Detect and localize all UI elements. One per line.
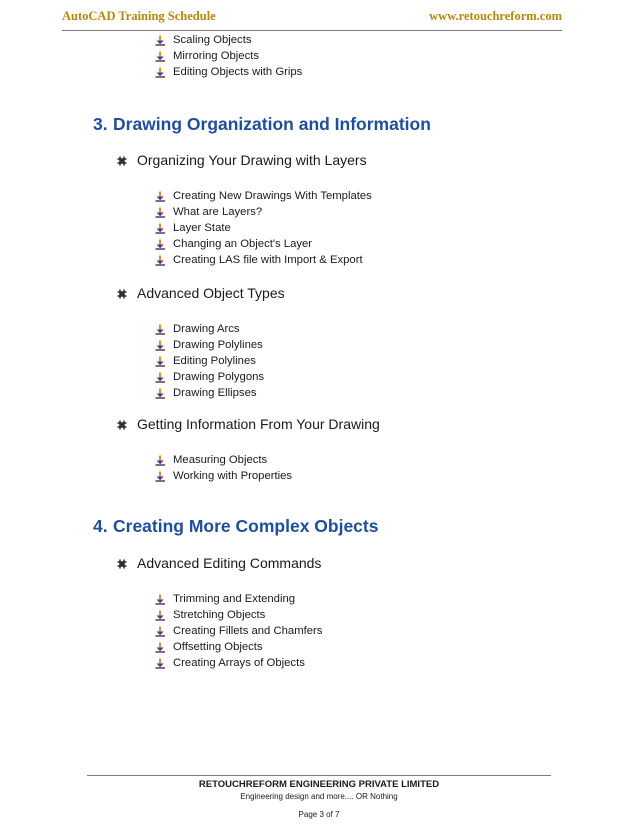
list-item-label: Stretching Objects [173, 609, 266, 621]
arrow-bullet-icon [155, 191, 166, 202]
topic-title: Advanced Editing Commands [137, 555, 322, 571]
list-item-label: Drawing Polylines [173, 339, 263, 351]
arrow-bullet-icon [155, 51, 166, 62]
list-item [155, 32, 302, 48]
list-item [155, 468, 292, 484]
footer-company: RETOUCHREFORM ENGINEERING PRIVATE LIMITED [198, 779, 440, 790]
arrow-bullet-icon [155, 455, 166, 466]
section-heading [93, 516, 378, 537]
list-item-label: Editing Objects with Grips [173, 66, 303, 78]
hash-cross-icon [117, 156, 127, 166]
list-item-label: Offsetting Objects [173, 641, 263, 653]
list-item [155, 236, 372, 252]
section-heading [93, 114, 431, 135]
list-item-label: Creating Fillets and Chamfers [173, 625, 323, 637]
list-item-label: Editing Polylines [173, 355, 256, 367]
footer-divider [87, 775, 551, 776]
arrow-bullet-icon [155, 356, 166, 367]
list-item [155, 655, 322, 671]
list-item-label: What are Layers? [173, 206, 263, 218]
arrow-bullet-icon [155, 207, 166, 218]
website-link[interactable]: www.retouchreform.com [429, 9, 562, 23]
sub-item-list [155, 591, 322, 671]
arrow-bullet-icon [155, 471, 166, 482]
hash-cross-icon [117, 289, 127, 299]
list-item-label: Drawing Ellipses [173, 387, 257, 399]
arrow-bullet-icon [155, 324, 166, 335]
topic-title: Advanced Object Types [137, 285, 285, 301]
list-item [155, 64, 302, 80]
list-item-label: Creating Arrays of Objects [173, 657, 305, 669]
arrow-bullet-icon [155, 658, 166, 669]
hash-cross-icon [117, 420, 127, 430]
page-number: Page 3 of 7 [298, 810, 340, 819]
arrow-bullet-icon [155, 594, 166, 605]
list-item [155, 204, 372, 220]
hash-cross-icon [117, 559, 127, 569]
list-item [155, 252, 372, 268]
list-item-label: Drawing Arcs [173, 323, 240, 335]
list-item [155, 607, 322, 623]
list-item-label: Drawing Polygons [173, 371, 265, 383]
list-item [155, 369, 264, 385]
list-item [155, 321, 264, 337]
list-item-label: Changing an Object's Layer [173, 238, 313, 250]
arrow-bullet-icon [155, 626, 166, 637]
list-item-label: Layer State [173, 222, 231, 234]
topic-title: Organizing Your Drawing with Layers [137, 152, 367, 168]
sub-item-list [155, 452, 292, 484]
list-item-label: Measuring Objects [173, 454, 268, 466]
arrow-bullet-icon [155, 35, 166, 46]
sub-item-list [155, 188, 372, 268]
arrow-bullet-icon [155, 223, 166, 234]
document-title: AutoCAD Training Schedule [62, 9, 216, 23]
section-title: Drawing Organization and Information [113, 114, 431, 134]
list-item-label: Working with Properties [173, 470, 293, 482]
arrow-bullet-icon [155, 239, 166, 250]
section-title: Creating More Complex Objects [113, 516, 379, 536]
list-item-label: Mirroring Objects [173, 50, 260, 62]
section-number: 4. [93, 516, 108, 536]
arrow-bullet-icon [155, 610, 166, 621]
list-item-label: Creating LAS file with Import & Export [173, 254, 363, 266]
section-number: 3. [93, 114, 108, 134]
list-item [155, 639, 322, 655]
list-item-label: Creating New Drawings With Templates [173, 190, 372, 202]
arrow-bullet-icon [155, 255, 166, 266]
arrow-bullet-icon [155, 372, 166, 383]
arrow-bullet-icon [155, 340, 166, 351]
list-item [155, 353, 264, 369]
list-item-label: Trimming and Extending [173, 593, 296, 605]
arrow-bullet-icon [155, 388, 166, 399]
list-item [155, 385, 264, 401]
arrow-bullet-icon [155, 642, 166, 653]
arrow-bullet-icon [155, 67, 166, 78]
topic-title: Getting Information From Your Drawing [137, 416, 380, 432]
sub-item-list [155, 321, 264, 401]
sub-item-list [155, 32, 302, 80]
list-item [155, 452, 292, 468]
list-item [155, 623, 322, 639]
list-item [155, 220, 372, 236]
list-item [155, 188, 372, 204]
list-item-label: Scaling Objects [173, 34, 252, 46]
list-item [155, 591, 322, 607]
list-item [155, 337, 264, 353]
footer-tagline: Engineering design and more.... OR Nothing [240, 792, 398, 801]
list-item [155, 48, 302, 64]
